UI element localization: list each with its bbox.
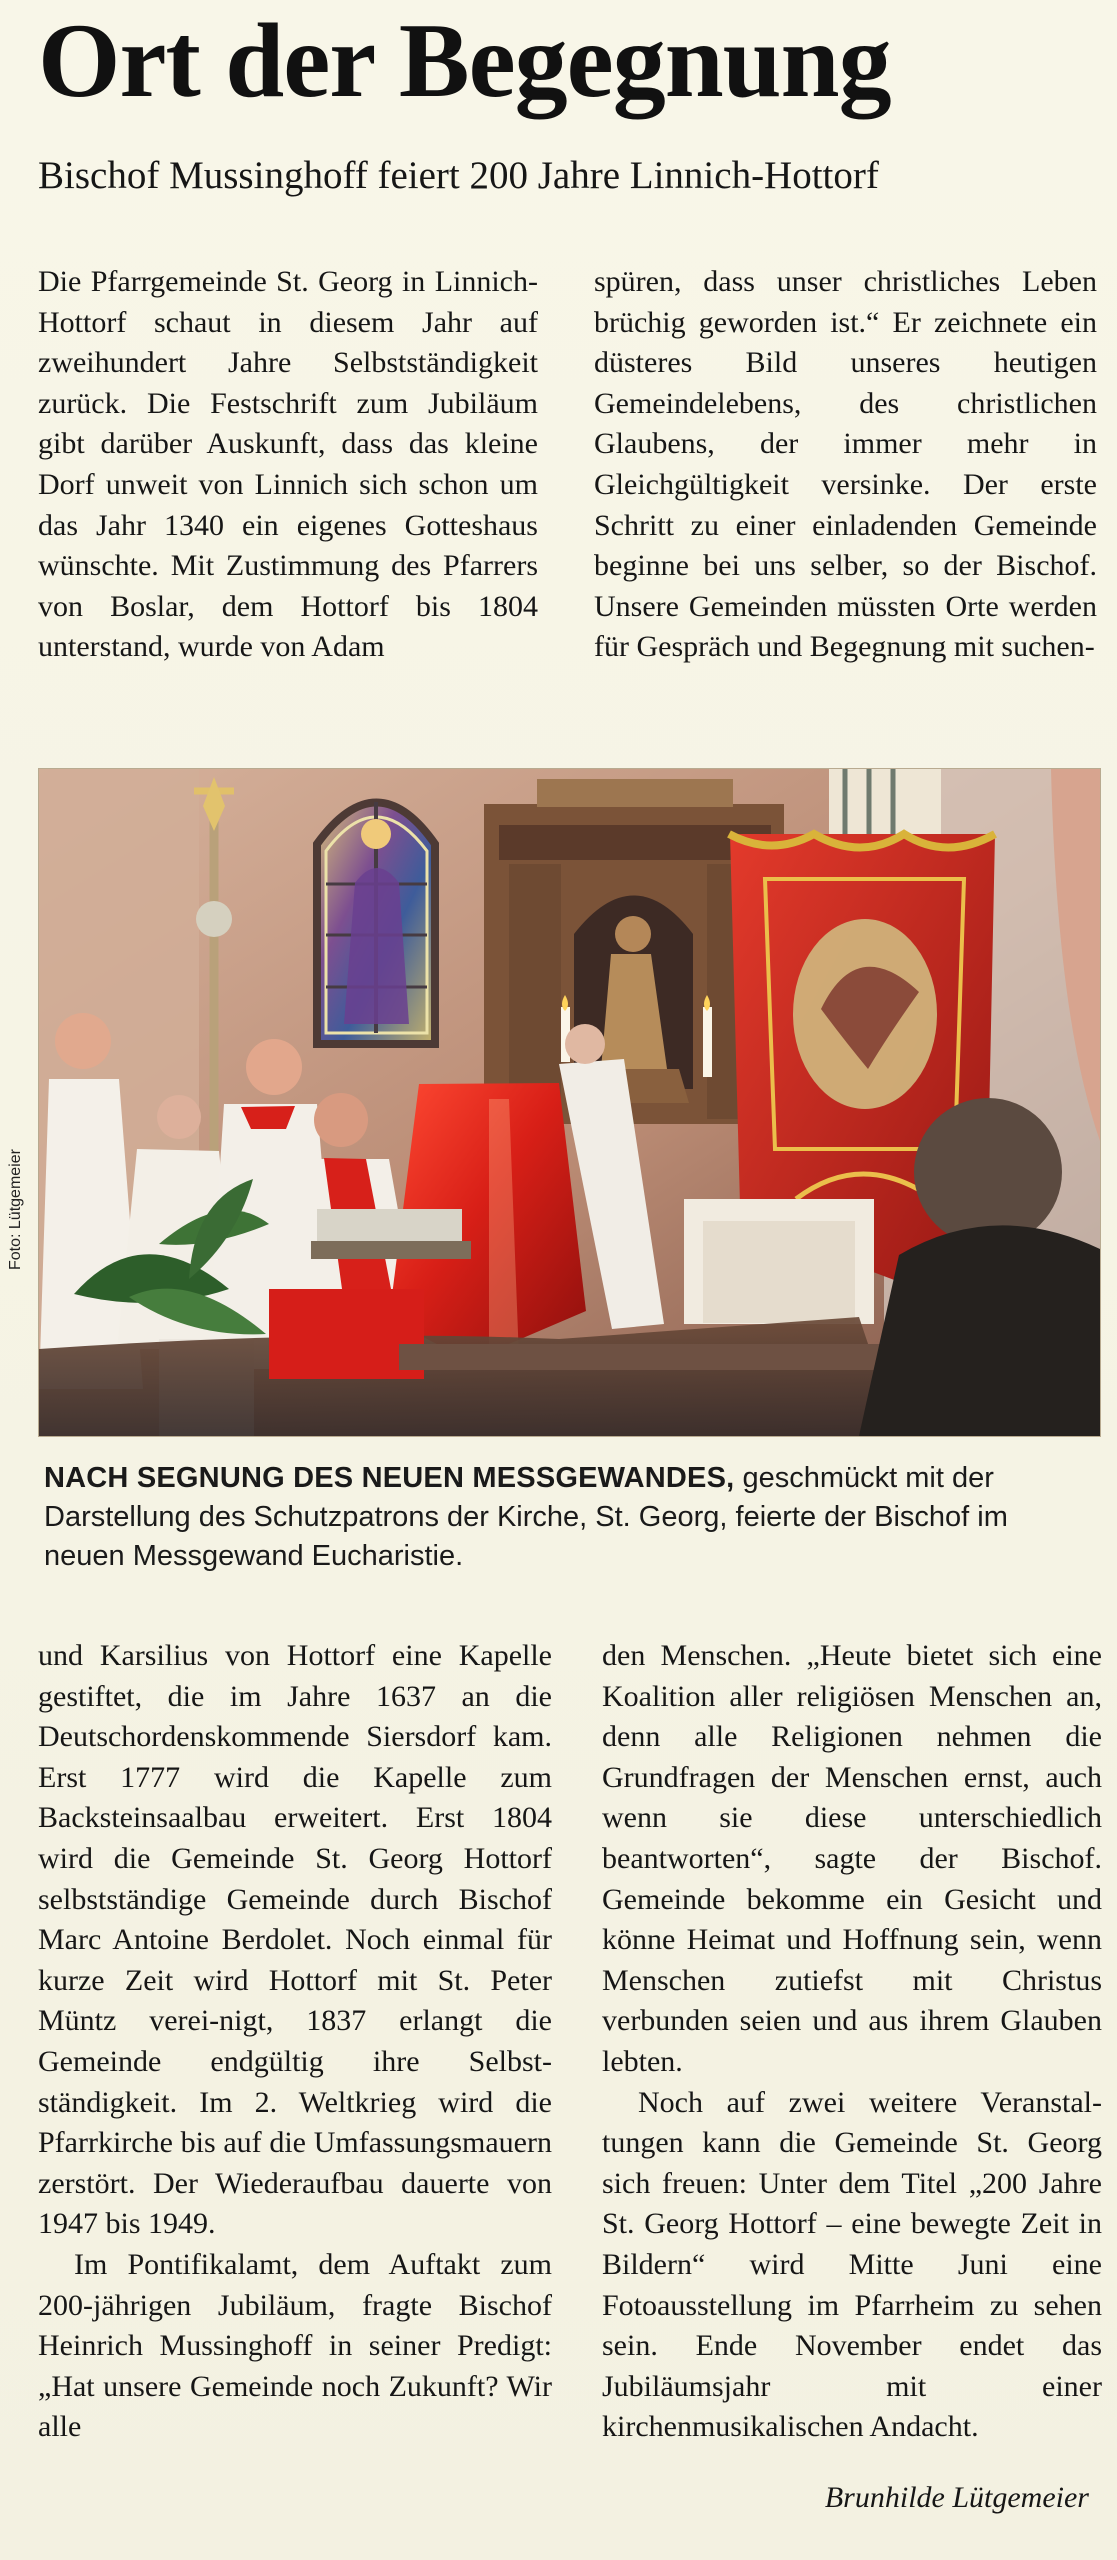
article-paragraph: den Menschen. „Heute bietet sich eine Koalition aller religiösen Menschen an, denn alle Religionen nehmen die Grundfragen der Menschen ernst, auch wenn sie diese unterschiedlich beantworten“, sagte der Bischof. Gemeinde bekomme ein Gesicht und könne Heimat und Hoffnung sein, wenn Menschen zutiefst mit Christus verbunden seien und aus ihrem Glauben lebten.	[602, 1639, 1102, 2078]
photo-caption-text: geschmückt mit der Darstellung des Schutzpatrons der Kirche, St. Georg, feierte der Bischof im neuen Messgewand Eucharistie.	[44, 1462, 1008, 1572]
article-paragraph: spüren, dass unser christliches Leben brüchig geworden ist.“ Er zeichnete ein düsteres Bild unseres heutigen Gemeindelebens, des christlichen Glaubens, der immer mehr in Gleichgültigkeit versinke. Der erste Schritt zu einer einladenden Gemeinde beginne bei uns selber, so der Bischof. Unsere Gemeinden müssten Orte werden für Gespräch und Begegnung mit suchen-	[594, 265, 1097, 664]
photo-caption	[44, 1459, 1054, 1576]
church-photo	[38, 768, 1101, 1437]
article-title: Ort der Begegnung	[38, 2, 891, 119]
article-column-right-top	[594, 262, 1097, 668]
article-column-left-bottom	[38, 1636, 552, 2448]
article-subtitle: Bischof Mussinghoff feiert 200 Jahre Linnich-Hottorf	[38, 154, 879, 197]
article-paragraph: Noch auf zwei weitere Veranstaltungen kann die Gemeinde St. Georg sich freuen: Unter dem Titel „200 Jahre St. Georg Hottorf – eine bewegte Zeit in Bildern“ wird Mitte Juni eine Fotoausstellung im Pfarrheim zu sehen sein. Ende November endet das Jubiläumsjahr mit einer kirchenmusikalischen Andacht.	[602, 2085, 1102, 2444]
photo-caption-bold: NACH SEGNUNG DES NEUEN MESSGEWANDES,	[44, 1462, 735, 1494]
photo-credit: Foto: Lütgemeier	[7, 1149, 24, 1270]
author-signature: Brunhilde Lütgemeier	[824, 2481, 1089, 2514]
church-photo-illustration	[39, 769, 1100, 1436]
stained-glass-window	[317, 802, 435, 1044]
article-paragraph: Die Pfarrgemeinde St. Georg in Linnich-Hottorf schaut in diesem Jahr auf zweihundert Jahre Selbstständigkeit zurück. Die Festschrift zum Jubiläum gibt darüber Auskunft, dass das kleine Dorf unweit von Linnich sich schon um das Jahr 1340 ein eigenes Gotteshaus wünschte. Mit Zustimmung des Pfarrers von Boslar, dem Hottorf bis 1804 unterstand, wurde von Adam	[38, 265, 538, 664]
article-paragraph: Im Pontifikalamt, dem Auftakt zum 200-jährigen Jubiläum, fragte Bischof Heinrich Mussinghoff in seiner Predigt: „Hat unsere Gemeinde noch Zukunft? Wir alle	[38, 2247, 552, 2444]
article-column-left-top	[38, 262, 538, 668]
article-column-right-bottom	[602, 1636, 1102, 2448]
article-paragraph: und Karsilius von Hottorf eine Kapelle gestiftet, die im Jahre 1637 an die Deutschordenskommende Siersdorf kam. Erst 1777 wird die Kapelle zum Backsteinsaalbau erweitert. Erst 1804 wird die Gemeinde St. Georg Hottorf selbstständige Gemeinde durch Bischof Marc Antoine Berdolet. Noch einmal für kurze Zeit wird Hottorf mit St. Peter Müntz verei-nigt, 1837 erlangt die Gemeinde endgültig ihre Selbstständigkeit. Im 2. Weltkrieg wird die Pfarrkirche bis auf die Umfassungsmauern zerstört. Der Wiederaufbau dauerte von 1947 bis 1949.	[38, 1639, 552, 2241]
